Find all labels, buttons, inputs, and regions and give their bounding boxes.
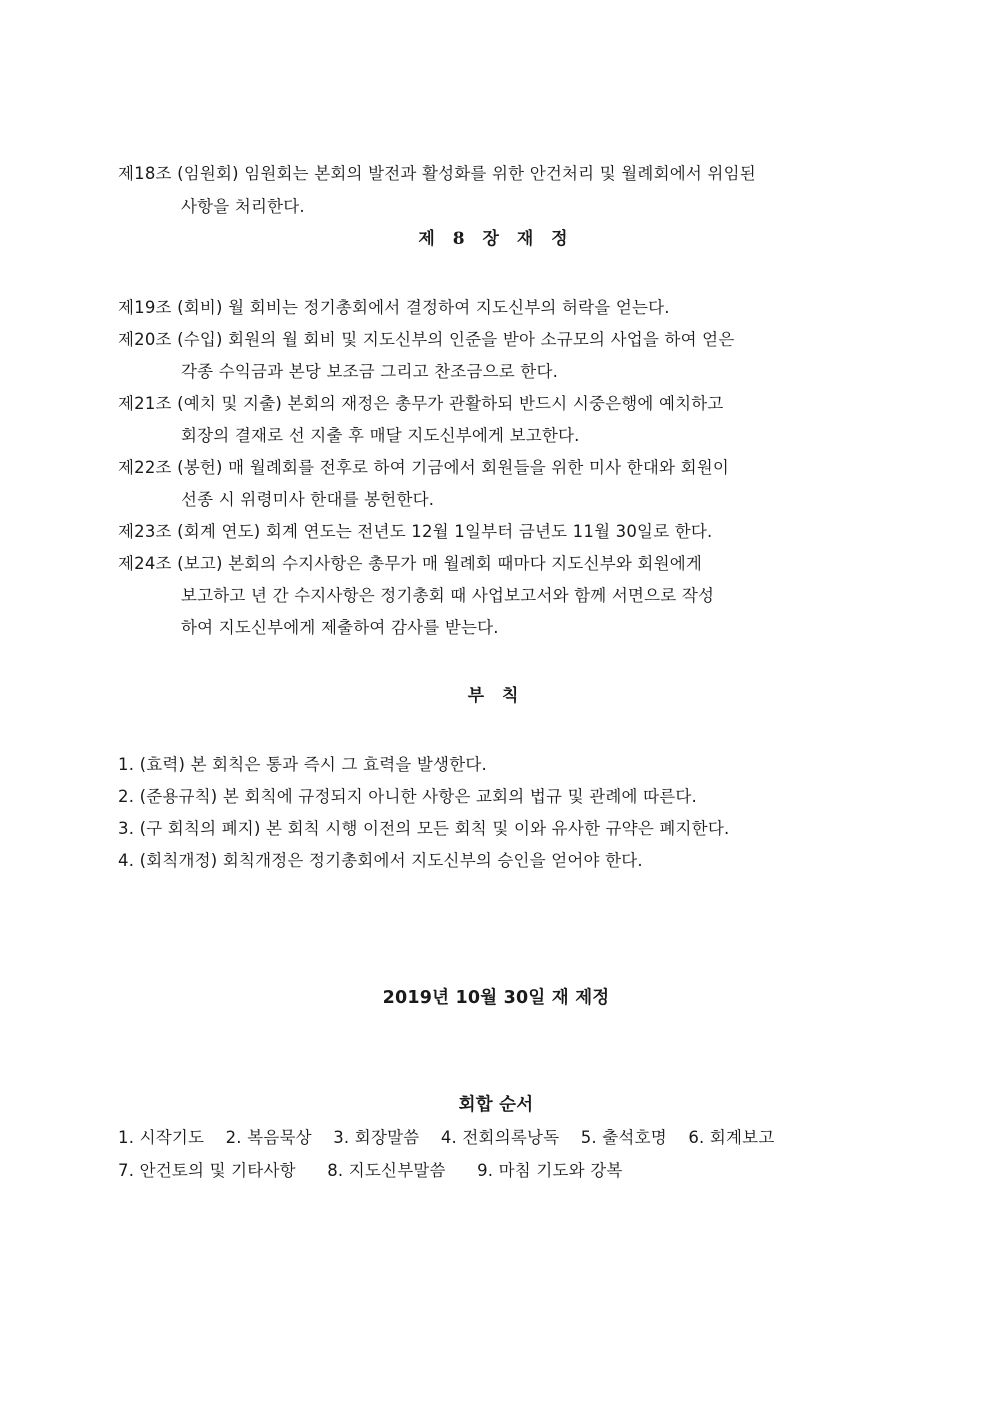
meeting-order-item: 6. 회계보고 [688, 1128, 775, 1147]
article-22-line-1: 제22조 (봉헌) 매 월례회를 전후로 하여 기금에서 회원들을 위한 미사 한대와 회원이 [118, 458, 730, 477]
supplementary-item-1: 1. (효력) 본 회칙은 통과 즉시 그 효력을 발생한다. [118, 755, 487, 774]
article-23-line-1: 제23조 (회계 연도) 회계 연도는 전년도 12월 1일부터 금년도 11월 30일로 한다. [118, 522, 713, 541]
meeting-order-item: 2. 복음묵상 [225, 1128, 312, 1147]
article-22-line-2: 선종 시 위령미사 한대를 봉헌한다. [181, 490, 435, 509]
meeting-order-item: 4. 전회의록낭독 [440, 1128, 560, 1147]
article-24-line-2: 보고하고 년 간 수지사항은 정기총회 때 사업보고서와 함께 서면으로 작성 [181, 586, 715, 605]
article-18-line-2: 사항을 처리한다. [181, 197, 305, 216]
meeting-order-item: 1. 시작기도 [118, 1128, 205, 1147]
article-24-line-3: 하여 지도신부에게 제출하여 감사를 받는다. [181, 618, 499, 637]
meeting-order-item: 5. 출석호명 [580, 1128, 667, 1147]
article-21-line-1: 제21조 (예치 및 지출) 본회의 재정은 총무가 관활하되 반드시 시중은행에 예치하고 [118, 394, 724, 413]
meeting-order-item: 7. 안건토의 및 기타사항 [118, 1161, 296, 1180]
supplementary-item-3: 3. (구 회칙의 폐지) 본 회칙 시행 이전의 모든 회칙 및 이와 유사한 규약은 폐지한다. [118, 819, 730, 838]
supplementary-title: 부 칙 [467, 686, 525, 706]
article-24-line-1: 제24조 (보고) 본회의 수지사항은 총무가 매 월례회 때마다 지도신부와 회원에게 [118, 554, 702, 573]
article-20-line-2: 각종 수익금과 본당 보조금 그리고 찬조금으로 한다. [181, 362, 559, 381]
supplementary-item-4: 4. (회칙개정) 회칙개정은 정기총회에서 지도신부의 승인을 얻어야 한다. [118, 851, 643, 870]
meeting-order-item: 8. 지도신부말씀 [327, 1161, 446, 1180]
chapter-8-title: 제 8 장 재 정 [418, 229, 574, 249]
meeting-order-title: 회합 순서 [458, 1095, 534, 1115]
meeting-order-row-2 [118, 1160, 623, 1182]
supplementary-item-2: 2. (준용규칙) 본 회칙에 규정되지 아니한 사항은 교회의 법규 및 관례에 따른다. [118, 787, 697, 806]
revision-date: 2019년 10월 30일 재 제정 [382, 988, 610, 1008]
meeting-order-item: 3. 회장말씀 [333, 1128, 420, 1147]
meeting-order-item: 9. 마침 기도와 강복 [477, 1161, 623, 1180]
article-21-line-2: 회장의 결재로 선 지출 후 매달 지도신부에게 보고한다. [181, 426, 580, 445]
meeting-order-row-1 [118, 1127, 774, 1149]
article-19-line-1: 제19조 (회비) 월 회비는 정기총회에서 결정하여 지도신부의 허락을 얻는다. [118, 298, 670, 317]
article-20-line-1: 제20조 (수입) 회원의 월 회비 및 지도신부의 인준을 받아 소규모의 사업을 하여 얻은 [118, 330, 735, 349]
article-18-line-1: 제18조 (임원회) 임원회는 본회의 발전과 활성화를 위한 안건처리 및 월례회에서 위임된 [118, 164, 756, 183]
